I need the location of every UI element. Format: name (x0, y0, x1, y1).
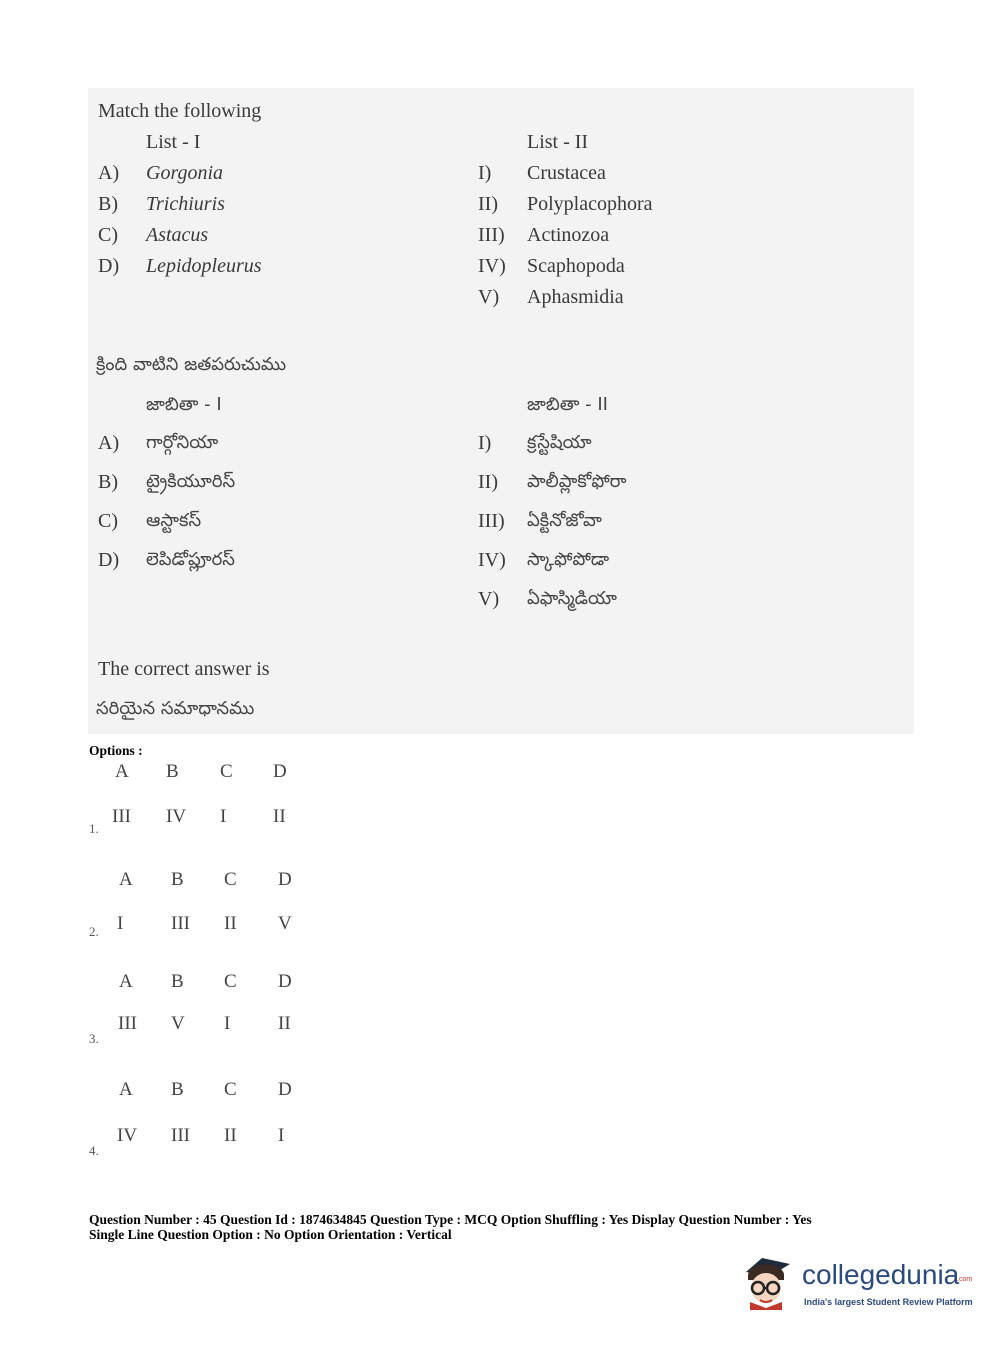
option-value-cell: V (171, 1013, 185, 1034)
list1-key: A) (98, 162, 120, 184)
list1-te-key: C) (98, 510, 118, 532)
mascot-icon (740, 1250, 798, 1310)
option-header-cell: A (119, 1079, 133, 1100)
list1-te-item: లెపిడోప్లూరస్ (146, 549, 235, 570)
question-meta-line2: Single Line Question Option : No Option Orientation : Vertical (89, 1227, 452, 1242)
answer-prompt-en: The correct answer is (98, 658, 270, 680)
list1-item: Gorgonia (146, 162, 224, 184)
list2-item: Crustacea (527, 162, 606, 184)
option-header-cell: B (171, 971, 184, 992)
list2-item: Scaphopoda (527, 255, 625, 277)
option-header-cell: D (278, 869, 292, 890)
option-header-cell: D (278, 1079, 292, 1100)
list1-te-key: A) (98, 432, 120, 454)
list1-te-item: ఆస్టాకస్ (146, 510, 202, 531)
logo-suffix: .com (957, 1276, 973, 1283)
list2-te-item: ఏఫాస్మిడియా (527, 588, 617, 609)
list2-key: II) (478, 193, 498, 215)
list2-key: V) (478, 286, 500, 308)
option-header-cell: C (220, 761, 233, 782)
list1-key: D) (98, 255, 120, 277)
option-value-cell: I (278, 1125, 285, 1146)
option-value-cell: I (224, 1013, 231, 1034)
option-header-cell: B (166, 761, 179, 782)
list2-te-item: క్రస్టేషియా (527, 432, 592, 453)
list1-te-key: D) (98, 549, 120, 571)
list2-item: Aphasmidia (527, 286, 624, 308)
option-number: 3. (89, 1031, 99, 1046)
list1-key: C) (98, 224, 118, 246)
option-number: 1. (89, 821, 99, 836)
list2-te-key: I) (478, 432, 492, 454)
list1-item: Trichiuris (146, 193, 225, 215)
option-value-cell: V (278, 913, 292, 934)
option-value-cell: II (273, 806, 286, 827)
logo-tagline: India's largest Student Review Platform (804, 1297, 973, 1307)
option-value-cell: II (224, 1125, 237, 1146)
option-value-cell: IV (117, 1125, 138, 1146)
option-header-cell: D (278, 971, 292, 992)
option-number: 4. (89, 1143, 99, 1158)
option-header-cell: D (273, 761, 287, 782)
list2-te-key: V) (478, 588, 500, 610)
option-header-cell: C (224, 971, 237, 992)
option-value-cell: III (118, 1013, 137, 1034)
question-heading-en: Match the following (98, 100, 262, 122)
list1-te-item: గార్గోనియా (146, 432, 219, 453)
list2-te-item: పాలీప్లాకోఫోరా (527, 471, 627, 492)
option-header-cell: A (119, 971, 133, 992)
list2-te-item: స్కాఫోపోడా (527, 549, 610, 570)
option-value-cell: III (112, 806, 131, 827)
list2-te-item: ఏక్టినోజోవా (527, 510, 602, 531)
list2-key: IV) (478, 255, 506, 277)
list1-item: Astacus (146, 224, 209, 246)
option-header-cell: C (224, 1079, 237, 1100)
option-value-cell: III (171, 1125, 190, 1146)
option-value-cell: III (171, 913, 190, 934)
logo-name: collegedunia (802, 1259, 960, 1290)
option-value-cell: II (224, 913, 237, 934)
options-label: Options : (89, 743, 143, 758)
list2-header-te: జాబితా - II (527, 394, 608, 415)
option-header-cell: B (171, 869, 184, 890)
option-header-cell: C (224, 869, 237, 890)
option-value-cell: I (220, 806, 227, 827)
option-header-cell: A (115, 761, 129, 782)
list2-te-key: II) (478, 471, 498, 493)
list2-key: I) (478, 162, 492, 184)
option-value-cell: I (117, 913, 124, 934)
list2-te-key: III) (478, 510, 505, 532)
option-value-cell: II (278, 1013, 291, 1034)
list1-key: B) (98, 193, 118, 215)
option-header-cell: A (119, 869, 133, 890)
option-header-cell: B (171, 1079, 184, 1100)
list2-item: Actinozoa (527, 224, 610, 246)
list1-te-item: ట్రైకియూరిస్ (146, 471, 236, 492)
list1-header-en: List - I (146, 131, 201, 153)
option-number: 2. (89, 924, 99, 939)
list1-header-te: జాబితా - I (146, 394, 222, 415)
list1-item: Lepidopleurus (146, 255, 262, 277)
list1-te-key: B) (98, 471, 118, 493)
answer-prompt-te: సరియైన సమాధానము (96, 698, 255, 719)
option-value-cell: IV (166, 806, 187, 827)
list2-key: III) (478, 224, 505, 246)
list2-header-en: List - II (527, 131, 589, 153)
question-heading-te: క్రింది వాటిని జతపరుచుము (96, 354, 287, 375)
list2-item: Polyplacophora (527, 193, 653, 215)
list2-te-key: IV) (478, 549, 506, 571)
question-meta-line1: Question Number : 45 Question Id : 1874634845 Question Type : MCQ Option Shuffling : Yes Display Question Number : Yes (89, 1212, 812, 1227)
